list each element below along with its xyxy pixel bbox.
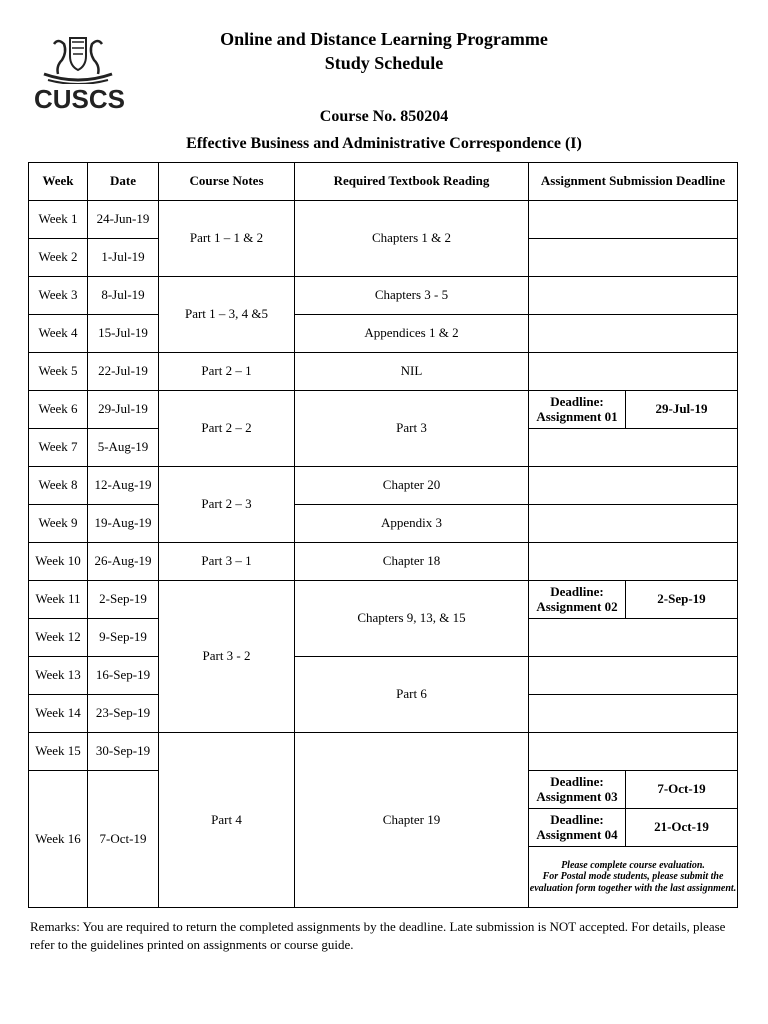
page-title: Online and Distance Learning Programme bbox=[220, 29, 548, 49]
week-cell: Week 7 bbox=[29, 429, 88, 467]
deadline-cell bbox=[529, 429, 738, 467]
reading-cell: NIL bbox=[295, 353, 529, 391]
evaluation-note: Please complete course evaluation. For Postal mode students, please submit the evaluation form together with the last assignment. bbox=[529, 847, 738, 908]
deadline-cell bbox=[529, 353, 738, 391]
header-textbook-reading: Required Textbook Reading bbox=[295, 163, 529, 201]
reading-cell: Part 3 bbox=[295, 391, 529, 467]
deadline-date: 21-Oct-19 bbox=[654, 819, 709, 835]
date-cell: 1-Jul-19 bbox=[88, 239, 159, 277]
deadline-cell bbox=[529, 277, 738, 315]
deadline-cell bbox=[529, 809, 738, 847]
notes-cell: Part 2 – 3 bbox=[159, 467, 295, 543]
deadline-cell bbox=[529, 391, 738, 429]
deadline-box bbox=[529, 771, 737, 808]
week-cell: Week 16 bbox=[29, 771, 88, 908]
deadline-cell bbox=[529, 543, 738, 581]
week-cell: Week 4 bbox=[29, 315, 88, 353]
reading-cell: Appendix 3 bbox=[295, 505, 529, 543]
deadline-cell bbox=[529, 657, 738, 695]
logo-text: CUSCS bbox=[34, 84, 126, 114]
deadline-cell bbox=[529, 619, 738, 657]
date-cell: 8-Jul-19 bbox=[88, 277, 159, 315]
deadline-cell bbox=[529, 201, 738, 239]
deadline-cell bbox=[529, 771, 738, 809]
deadline-cell bbox=[529, 505, 738, 543]
table-row bbox=[29, 505, 738, 543]
notes-cell: Part 2 – 1 bbox=[159, 353, 295, 391]
date-cell: 24-Jun-19 bbox=[88, 201, 159, 239]
reading-cell: Part 6 bbox=[295, 657, 529, 733]
table-header-row bbox=[29, 163, 738, 201]
course-name: Effective Business and Administrative Correspondence (I) bbox=[186, 135, 582, 152]
deadline-cell bbox=[529, 315, 738, 353]
header-assignment-deadline: Assignment Submission Deadline bbox=[529, 163, 738, 201]
deadline-box bbox=[529, 809, 737, 846]
deadline-cell bbox=[529, 239, 738, 277]
week-cell: Week 13 bbox=[29, 657, 88, 695]
deadline-cell bbox=[529, 467, 738, 505]
table-row bbox=[29, 277, 738, 315]
deadline-date: 2-Sep-19 bbox=[657, 591, 706, 607]
week-cell: Week 11 bbox=[29, 581, 88, 619]
notes-cell: Part 4 bbox=[159, 733, 295, 908]
reading-cell: Chapters 3 - 5 bbox=[295, 277, 529, 315]
week-cell: Week 2 bbox=[29, 239, 88, 277]
page-subtitle: Study Schedule bbox=[324, 53, 444, 73]
table-row bbox=[29, 391, 738, 429]
deadline-date: 29-Jul-19 bbox=[655, 401, 708, 417]
reading-cell: Chapter 19 bbox=[295, 733, 529, 908]
week-cell: Week 6 bbox=[29, 391, 88, 429]
week-cell: Week 15 bbox=[29, 733, 88, 771]
notes-cell: Part 3 - 2 bbox=[159, 581, 295, 733]
table-row bbox=[29, 657, 738, 695]
date-cell: 7-Oct-19 bbox=[88, 771, 159, 908]
header-week: Week bbox=[29, 163, 88, 201]
table-row bbox=[29, 353, 738, 391]
deadline-label: Deadline: Assignment 04 bbox=[529, 809, 626, 846]
table-row bbox=[29, 315, 738, 353]
table-row bbox=[29, 581, 738, 619]
notes-cell: Part 3 – 1 bbox=[159, 543, 295, 581]
week-cell: Week 12 bbox=[29, 619, 88, 657]
reading-cell: Appendices 1 & 2 bbox=[295, 315, 529, 353]
date-cell: 19-Aug-19 bbox=[88, 505, 159, 543]
deadline-box bbox=[529, 581, 737, 618]
date-cell: 23-Sep-19 bbox=[88, 695, 159, 733]
date-cell: 26-Aug-19 bbox=[88, 543, 159, 581]
date-cell: 29-Jul-19 bbox=[88, 391, 159, 429]
notes-cell: Part 1 – 3, 4 &5 bbox=[159, 277, 295, 353]
date-cell: 9-Sep-19 bbox=[88, 619, 159, 657]
week-cell: Week 9 bbox=[29, 505, 88, 543]
reading-cell: Chapter 20 bbox=[295, 467, 529, 505]
study-schedule-table bbox=[28, 162, 738, 908]
table-row bbox=[29, 733, 738, 771]
reading-cell: Chapter 18 bbox=[295, 543, 529, 581]
date-cell: 2-Sep-19 bbox=[88, 581, 159, 619]
deadline-label: Deadline: Assignment 02 bbox=[529, 581, 626, 618]
date-cell: 22-Jul-19 bbox=[88, 353, 159, 391]
notes-cell: Part 1 – 1 & 2 bbox=[159, 201, 295, 277]
deadline-label: Deadline: Assignment 01 bbox=[529, 391, 626, 428]
table-row bbox=[29, 467, 738, 505]
remarks-text: Remarks: You are required to return the completed assignments by the deadline. Late submission is NOT accepted. For details, please refer to the guidelines printed on assignments or course guide. bbox=[30, 919, 726, 953]
deadline-box bbox=[529, 391, 737, 428]
deadline-cell bbox=[529, 733, 738, 771]
week-cell: Week 10 bbox=[29, 543, 88, 581]
week-cell: Week 1 bbox=[29, 201, 88, 239]
deadline-cell bbox=[529, 695, 738, 733]
table-row bbox=[29, 201, 738, 239]
deadline-date: 7-Oct-19 bbox=[657, 781, 706, 797]
table-row bbox=[29, 543, 738, 581]
notes-cell: Part 2 – 2 bbox=[159, 391, 295, 467]
date-cell: 5-Aug-19 bbox=[88, 429, 159, 467]
week-cell: Week 8 bbox=[29, 467, 88, 505]
week-cell: Week 5 bbox=[29, 353, 88, 391]
date-cell: 15-Jul-19 bbox=[88, 315, 159, 353]
reading-cell: Chapters 1 & 2 bbox=[295, 201, 529, 277]
week-cell: Week 14 bbox=[29, 695, 88, 733]
course-number: Course No. 850204 bbox=[319, 108, 449, 125]
deadline-cell bbox=[529, 581, 738, 619]
date-cell: 16-Sep-19 bbox=[88, 657, 159, 695]
header-date: Date bbox=[88, 163, 159, 201]
reading-cell: Chapters 9, 13, & 15 bbox=[295, 581, 529, 657]
header-course-notes: Course Notes bbox=[159, 163, 295, 201]
deadline-label: Deadline: Assignment 03 bbox=[529, 771, 626, 808]
date-cell: 30-Sep-19 bbox=[88, 733, 159, 771]
week-cell: Week 3 bbox=[29, 277, 88, 315]
date-cell: 12-Aug-19 bbox=[88, 467, 159, 505]
